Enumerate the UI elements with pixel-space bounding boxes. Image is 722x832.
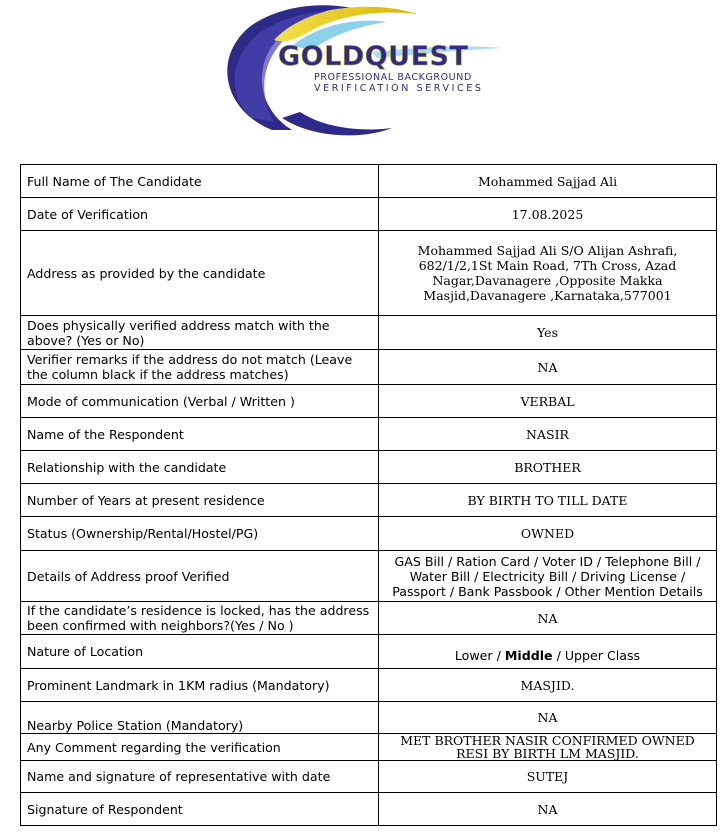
row-label: Date of Verification — [21, 198, 379, 231]
row-value: NA — [379, 702, 717, 734]
row-label: Mode of communication (Verbal / Written ) — [21, 385, 379, 418]
location-middle: Middle — [504, 648, 553, 663]
row-label: Address as provided by the candidate — [21, 231, 379, 316]
row-label: If the candidate’s residence is locked, has the address been confirmed with neighbors?(Yes / No ) — [21, 602, 379, 635]
row-label: Verifier remarks if the address do not match (Leave the column black if the address matches) — [21, 350, 379, 385]
row-value: Yes — [379, 316, 717, 350]
row-value: NA — [379, 602, 717, 635]
row-label: Status (Ownership/Rental/Hostel/PG) — [21, 517, 379, 551]
table-row — [21, 418, 717, 451]
table-row — [21, 484, 717, 517]
table-row — [21, 793, 717, 826]
brand-tagline-1: PROFESSIONAL BACKGROUND — [314, 72, 472, 83]
table-row — [21, 316, 717, 350]
row-label: Full Name of The Candidate — [21, 165, 379, 198]
verification-table — [20, 164, 717, 826]
brand-name: GOLDQUEST — [278, 41, 469, 72]
table-row — [21, 669, 717, 702]
table-row — [21, 385, 717, 418]
row-value: GAS Bill / Ration Card / Voter ID / Telephone Bill / Water Bill / Electricity Bill / Driving License / Passport / Bank Passbook / Other Mention Details — [379, 551, 717, 602]
table-row — [21, 451, 717, 484]
row-label: Number of Years at present residence — [21, 484, 379, 517]
row-value: NASIR — [379, 418, 717, 451]
row-label: Name and signature of representative with date — [21, 761, 379, 793]
row-value: VERBAL — [379, 385, 717, 418]
table-row — [21, 517, 717, 551]
location-upper: / Upper Class — [552, 648, 641, 663]
row-value: MASJID. — [379, 669, 717, 702]
row-label: Nature of Location — [21, 635, 379, 669]
row-value: MET BROTHER NASIR CONFIRMED OWNED RESI BY BIRTH LM MASJID. — [379, 734, 717, 761]
table-row — [21, 350, 717, 385]
row-label: Relationship with the candidate — [21, 451, 379, 484]
row-value: BY BIRTH TO TILL DATE — [379, 484, 717, 517]
brand-tagline-2: VERIFICATION SERVICES — [314, 83, 484, 94]
table-row — [21, 702, 717, 734]
row-label: Details of Address proof Verified — [21, 551, 379, 602]
row-value: Mohammed Sajjad Ali — [379, 165, 717, 198]
row-label: Signature of Respondent — [21, 793, 379, 826]
row-value: OWNED — [379, 517, 717, 551]
row-value: NA — [379, 350, 717, 385]
row-value: 17.08.2025 — [379, 198, 717, 231]
table-row — [21, 198, 717, 231]
table-row — [21, 231, 717, 316]
table-row — [21, 635, 717, 669]
row-label: Does physically verified address match with the above? (Yes or No) — [21, 316, 379, 350]
logo-text — [278, 42, 528, 94]
location-lower: Lower / — [454, 648, 505, 663]
row-label: Prominent Landmark in 1KM radius (Mandatory) — [21, 669, 379, 702]
row-value: SUTEJ — [379, 761, 717, 793]
table-row — [21, 761, 717, 793]
row-label: Name of the Respondent — [21, 418, 379, 451]
table-row — [21, 551, 717, 602]
table-row — [21, 165, 717, 198]
row-label: Nearby Police Station (Mandatory) — [21, 702, 379, 734]
row-value: NA — [379, 793, 717, 826]
row-label: Any Comment regarding the verification — [21, 734, 379, 761]
row-value: BROTHER — [379, 451, 717, 484]
row-value — [379, 635, 717, 669]
row-value: Mohammed Sajjad Ali S/O Alijan Ashrafi, 682/1/2,1St Main Road, 7Th Cross, Azad Nagar,Davanagere ,Opposite Makka Masjid,Davanagere ,Karnataka,577001 — [379, 231, 717, 316]
table-row — [21, 602, 717, 635]
table-row — [21, 734, 717, 761]
